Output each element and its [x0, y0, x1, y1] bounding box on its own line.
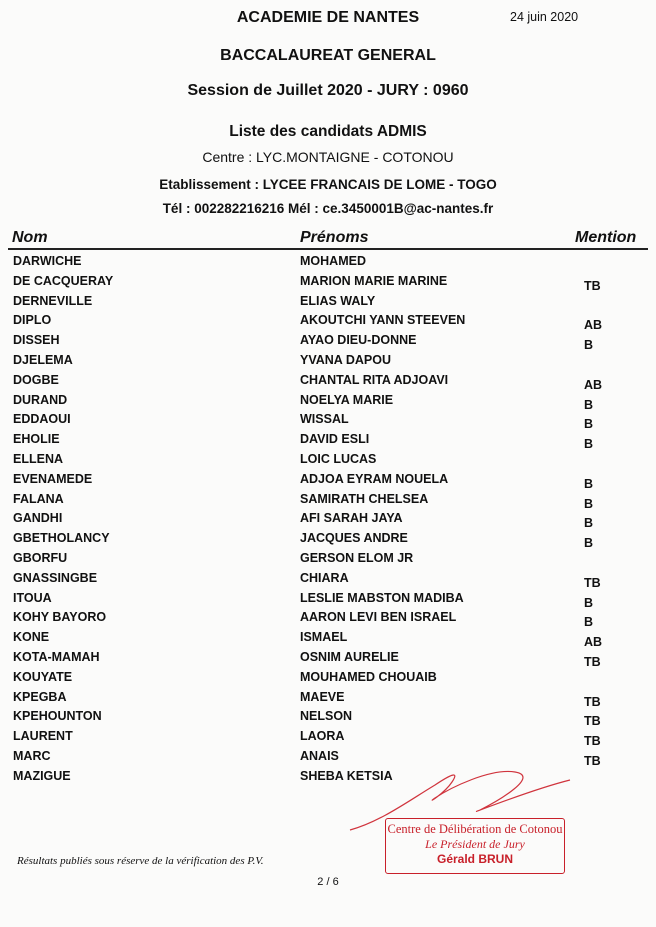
candidate-nom: DERNEVILLE	[13, 293, 93, 308]
header-divider	[8, 248, 648, 250]
candidate-mention: TB	[584, 654, 601, 669]
academie-title: ACADEMIE DE NANTES	[236, 9, 420, 26]
candidate-prenoms: OSNIM AURELIE	[300, 649, 399, 664]
establishment: Etablissement : LYCEE FRANCAIS DE LOME - TOGO	[159, 177, 497, 192]
candidate-prenoms: YVANA DAPOU	[300, 352, 391, 367]
candidate-prenoms: AFI SARAH JAYA	[300, 511, 403, 526]
candidate-mention: AB	[584, 635, 603, 650]
candidate-mention: B	[584, 595, 594, 610]
candidate-nom: DJELEMA	[13, 352, 73, 367]
table-row	[0, 294, 656, 314]
candidate-mention: TB	[584, 278, 601, 293]
candidate-nom: GNASSINGBE	[13, 570, 98, 585]
candidate-nom: DOGBE	[13, 372, 59, 387]
candidate-nom: EVENAMEDE	[13, 471, 93, 486]
candidate-nom: KOUYATE	[13, 669, 73, 684]
candidate-mention: B	[584, 615, 594, 630]
candidate-prenoms: MOUHAMED CHOUAIB	[300, 669, 437, 684]
stamp-name-line: Gérald BRUN	[436, 852, 513, 866]
candidate-prenoms: AKOUTCHI YANN STEEVEN	[300, 313, 466, 328]
candidate-prenoms: AYAO DIEU-DONNE	[300, 333, 417, 348]
candidate-nom: KOTA-MAMAH	[13, 649, 100, 664]
candidate-mention: B	[584, 437, 594, 452]
candidate-nom: KPEGBA	[13, 689, 67, 704]
candidate-nom: EHOLIE	[13, 432, 60, 447]
table-row	[0, 511, 656, 531]
stamp-role-line: Le Président de Jury	[425, 837, 525, 851]
table-row	[0, 472, 656, 492]
table-row	[0, 393, 656, 413]
jury-stamp	[385, 818, 565, 874]
candidates-table	[0, 254, 656, 789]
candidate-prenoms: LAORA	[300, 729, 345, 744]
table-row	[0, 432, 656, 452]
table-row	[0, 373, 656, 393]
candidate-prenoms: NELSON	[300, 709, 353, 724]
candidate-prenoms: CHIARA	[300, 570, 349, 585]
candidate-prenoms: AARON LEVI BEN ISRAEL	[300, 610, 457, 625]
candidate-nom: ELLENA	[13, 451, 63, 466]
candidate-nom: LAURENT	[13, 729, 73, 744]
candidate-mention: B	[584, 417, 594, 432]
table-row	[0, 709, 656, 729]
candidate-nom: MAZIGUE	[13, 768, 71, 783]
table-row	[0, 492, 656, 512]
candidate-nom: DURAND	[13, 392, 68, 407]
table-row	[0, 630, 656, 650]
candidate-mention: B	[584, 397, 594, 412]
candidate-nom: KOHY BAYORO	[13, 610, 107, 625]
footer-note: Résultats publiés sous réserve de la vérification des P.V.	[17, 855, 264, 867]
candidate-nom: EDDAOUI	[13, 412, 71, 427]
candidate-mention: TB	[584, 753, 601, 768]
candidate-prenoms: MAEVE	[300, 689, 345, 704]
session-jury: Session de Juillet 2020 - JURY : 0960	[187, 82, 469, 99]
table-row	[0, 254, 656, 274]
candidate-nom: ITOUA	[13, 590, 52, 605]
table-row	[0, 650, 656, 670]
candidate-nom: MARC	[13, 748, 51, 763]
exam-title: BACCALAUREAT GENERAL	[220, 47, 436, 64]
candidate-prenoms: WISSAL	[300, 412, 349, 427]
table-row	[0, 313, 656, 333]
table-row	[0, 333, 656, 353]
candidate-mention: TB	[584, 694, 601, 709]
column-header-mention: Mention	[575, 229, 637, 246]
candidate-prenoms: LESLIE MABSTON MADIBA	[300, 590, 464, 605]
candidate-prenoms: ADJOA EYRAM NOUELA	[300, 471, 449, 486]
exam-centre: Centre : LYC.MONTAIGNE - COTONOU	[202, 149, 454, 165]
candidate-prenoms: SHEBA KETSIA	[300, 768, 393, 783]
candidate-prenoms: LOIC LUCAS	[300, 451, 377, 466]
candidate-prenoms: GERSON ELOM JR	[300, 550, 414, 565]
contact-line: Tél : 002282216216 Mél : ce.3450001B@ac-nantes.fr	[162, 201, 494, 216]
table-row	[0, 353, 656, 373]
candidate-nom: GANDHI	[13, 511, 63, 526]
candidate-nom: DIPLO	[13, 313, 52, 328]
candidate-prenoms: JACQUES ANDRE	[300, 531, 408, 546]
table-row	[0, 412, 656, 432]
candidate-mention: TB	[584, 734, 601, 749]
candidate-prenoms: ISMAEL	[300, 630, 348, 645]
candidate-prenoms: NOELYA MARIE	[300, 392, 394, 407]
candidate-mention: B	[584, 338, 594, 353]
table-row	[0, 610, 656, 630]
table-row	[0, 531, 656, 551]
candidate-mention: B	[584, 476, 594, 491]
candidate-nom: KONE	[13, 630, 50, 645]
page-number: 2 / 6	[317, 876, 339, 888]
candidate-prenoms: ELIAS WALY	[300, 293, 376, 308]
candidate-nom: DARWICHE	[13, 254, 82, 268]
table-row	[0, 690, 656, 710]
table-row	[0, 551, 656, 571]
stamp-centre-line: Centre de Délibération de Cotonou	[387, 822, 563, 836]
candidate-nom: FALANA	[13, 491, 64, 506]
candidate-nom: DE CACQUERAY	[13, 273, 114, 288]
candidate-mention: B	[584, 516, 594, 531]
table-row	[0, 729, 656, 749]
candidate-prenoms: CHANTAL RITA ADJOAVI	[300, 372, 449, 387]
table-row	[0, 591, 656, 611]
candidate-nom: GBORFU	[13, 550, 68, 565]
candidate-mention: AB	[584, 318, 603, 333]
candidate-prenoms: ANAIS	[300, 748, 339, 763]
candidate-nom: DISSEH	[13, 333, 60, 348]
table-row	[0, 571, 656, 591]
candidate-mention: AB	[584, 377, 603, 392]
column-header-nom: Nom	[12, 229, 48, 246]
candidate-mention: TB	[584, 714, 601, 729]
candidate-nom: KPEHOUNTON	[13, 709, 102, 724]
candidate-mention: TB	[584, 575, 601, 590]
table-row	[0, 670, 656, 690]
candidate-prenoms: SAMIRATH CHELSEA	[300, 491, 429, 506]
candidate-mention: B	[584, 496, 594, 511]
list-title: Liste des candidats ADMIS	[229, 123, 427, 140]
candidate-mention: B	[584, 536, 594, 551]
document-date: 24 juin 2020	[510, 10, 579, 24]
column-header-prenoms: Prénoms	[300, 229, 369, 246]
candidate-nom: GBETHOLANCY	[13, 531, 110, 546]
candidate-prenoms: MOHAMED	[300, 254, 366, 268]
candidate-prenoms: DAVID ESLI	[300, 432, 370, 447]
table-row	[0, 274, 656, 294]
candidate-prenoms: MARION MARIE MARINE	[300, 273, 448, 288]
table-row	[0, 452, 656, 472]
